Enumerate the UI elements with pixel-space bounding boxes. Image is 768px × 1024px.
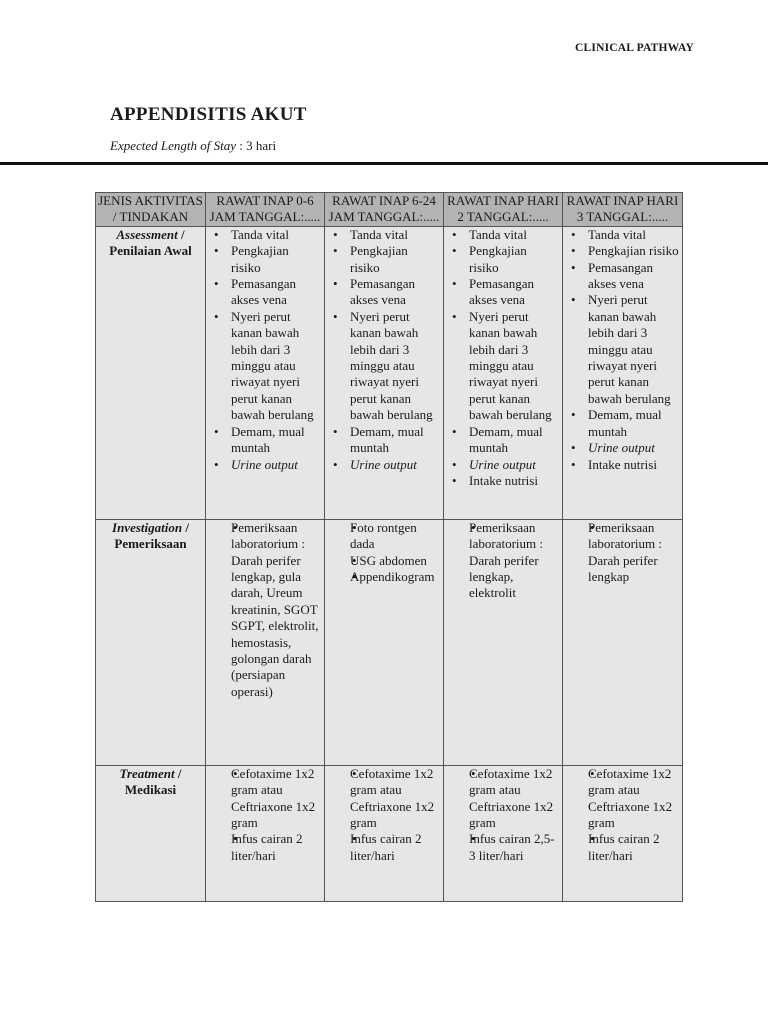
list-item bbox=[209, 227, 321, 243]
list-item bbox=[328, 569, 440, 585]
row-header-italic: Treatment bbox=[119, 765, 175, 781]
table-header-row bbox=[96, 193, 683, 227]
los-value: 3 hari bbox=[246, 138, 277, 153]
list-item bbox=[447, 831, 559, 864]
row-header-separator: / bbox=[177, 226, 185, 242]
table-cell bbox=[325, 519, 444, 765]
list-item bbox=[447, 766, 559, 832]
table-cell bbox=[325, 765, 444, 901]
list-item-text: Urine output bbox=[469, 456, 536, 472]
col-header-hari-3: RAWAT INAP HARI 3 TANGGAL:..... bbox=[563, 193, 683, 227]
list-item-text: Intake nutrisi bbox=[588, 456, 657, 472]
list-item bbox=[566, 457, 679, 473]
table-cell bbox=[444, 765, 563, 901]
list-item-text: Infus cairan 2 liter/hari bbox=[350, 831, 422, 863]
bullet-list bbox=[447, 520, 559, 602]
list-item bbox=[328, 553, 440, 569]
list-item bbox=[566, 440, 679, 456]
list-item-text: Nyeri perut kanan bawah lebih dari 3 minggu atau riwayat nyeri perut kanan bawah berulang bbox=[469, 308, 552, 423]
list-item-text: Demam, mual muntah bbox=[231, 423, 305, 456]
bullet-list bbox=[566, 520, 679, 586]
los-label: Expected Length of Stay bbox=[110, 138, 236, 153]
list-item-text: Urine output bbox=[350, 456, 417, 472]
list-item-text: Urine output bbox=[231, 456, 298, 472]
los-separator: : bbox=[236, 138, 247, 153]
table-cell bbox=[563, 765, 683, 901]
bullet-list bbox=[447, 227, 559, 490]
list-item bbox=[447, 276, 559, 309]
list-item-text: Pengkajian risiko bbox=[469, 243, 527, 275]
bullet-list bbox=[209, 520, 321, 700]
list-item bbox=[328, 457, 440, 473]
length-of-stay bbox=[110, 138, 276, 154]
list-item-text: Infus cairan 2 liter/hari bbox=[231, 831, 303, 863]
list-item-text: Pemasangan akses vena bbox=[231, 276, 296, 308]
list-item-text: Demam, mual muntah bbox=[350, 423, 424, 456]
list-item-text: Tanda vital bbox=[350, 226, 408, 242]
document-header: CLINICAL PATHWAY bbox=[575, 42, 694, 54]
row-header-sub: Pemeriksaan bbox=[114, 536, 187, 552]
list-item-text: Demam, mual muntah bbox=[469, 423, 543, 456]
col-header-activity: JENIS AKTIVITAS / TINDAKAN bbox=[96, 193, 206, 227]
list-item-text: Pengkajian risiko bbox=[231, 243, 289, 275]
list-item-text: Infus cairan 2 liter/hari bbox=[588, 831, 660, 863]
bullet-list bbox=[447, 766, 559, 864]
list-item bbox=[447, 473, 559, 489]
row-header-sub: Penilaian Awal bbox=[109, 243, 192, 259]
row-header-italic: Assessment bbox=[116, 226, 178, 242]
list-item-text: Intake nutrisi bbox=[469, 472, 538, 488]
list-item bbox=[447, 520, 559, 602]
table-cell bbox=[444, 226, 563, 519]
list-item-text: Cefotaxime 1x2 gram atau Ceftriaxone 1x2 gram bbox=[231, 765, 316, 831]
list-item-text: Cefotaxime 1x2 gram atau Ceftriaxone 1x2 gram bbox=[350, 765, 435, 831]
list-item bbox=[447, 309, 559, 424]
list-item bbox=[209, 309, 321, 424]
list-item-text: Nyeri perut kanan bawah lebih dari 3 minggu atau riwayat nyeri perut kanan bawah berulang bbox=[588, 292, 671, 406]
list-item-text: Pemeriksaan laboratorium : Darah perifer lengkap, elektrolit bbox=[469, 519, 544, 601]
page-title: APPENDISITIS AKUT bbox=[110, 104, 307, 125]
list-item bbox=[209, 766, 321, 832]
list-item bbox=[328, 243, 440, 276]
list-item-text: Pemasangan akses vena bbox=[469, 276, 534, 308]
list-item bbox=[209, 520, 321, 700]
list-item bbox=[328, 766, 440, 832]
table-cell bbox=[206, 519, 325, 765]
list-item-text: Nyeri perut kanan bawah lebih dari 3 minggu atau riwayat nyeri perut kanan bawah berulang bbox=[350, 308, 433, 423]
bullet-list bbox=[328, 766, 440, 864]
table-cell bbox=[206, 226, 325, 519]
list-item-text: Urine output bbox=[588, 440, 655, 456]
list-item-text: Tanda vital bbox=[231, 226, 289, 242]
bullet-list bbox=[566, 227, 679, 473]
list-item bbox=[447, 457, 559, 473]
bullet-list bbox=[328, 520, 440, 586]
list-item bbox=[566, 766, 679, 832]
list-item bbox=[209, 243, 321, 276]
table-row bbox=[96, 519, 683, 765]
list-item bbox=[447, 243, 559, 276]
list-item-text: Pengkajian risiko bbox=[588, 243, 679, 259]
list-item-text: Appendikogram bbox=[350, 569, 435, 585]
list-item bbox=[328, 309, 440, 424]
list-item bbox=[566, 520, 679, 586]
list-item bbox=[209, 457, 321, 473]
list-item bbox=[566, 831, 679, 864]
list-item-text: Infus cairan 2,5-3 liter/hari bbox=[469, 831, 555, 863]
list-item bbox=[566, 260, 679, 293]
list-item-text: Pengkajian risiko bbox=[350, 243, 408, 275]
row-header-separator: / bbox=[174, 765, 182, 781]
list-item bbox=[447, 227, 559, 243]
col-header-hari-2: RAWAT INAP HARI 2 TANGGAL:..... bbox=[444, 193, 563, 227]
bullet-list bbox=[209, 227, 321, 473]
list-item bbox=[328, 831, 440, 864]
table-cell bbox=[206, 765, 325, 901]
list-item-text: Tanda vital bbox=[588, 226, 646, 242]
list-item-text: Cefotaxime 1x2 gram atau Ceftriaxone 1x2 gram bbox=[588, 765, 673, 831]
row-header-separator: / bbox=[182, 519, 189, 535]
table-row bbox=[96, 765, 683, 901]
table-row bbox=[96, 226, 683, 519]
list-item-text: Pemeriksaan laboratorium : Darah perifer lengkap, gula darah, Ureum kreatinin, SGOT SGPT, elektrolit, hemostasis, golongan darah (persiapan operasi) bbox=[231, 519, 319, 699]
list-item-text: Pemasangan akses vena bbox=[350, 276, 415, 308]
list-item bbox=[566, 407, 679, 440]
list-item bbox=[328, 276, 440, 309]
list-item-text: Nyeri perut kanan bawah lebih dari 3 minggu atau riwayat nyeri perut kanan bawah berulang bbox=[231, 308, 314, 423]
divider bbox=[0, 162, 768, 165]
bullet-list bbox=[328, 227, 440, 473]
col-header-6-24-jam: RAWAT INAP 6-24 JAM TANGGAL:..... bbox=[325, 193, 444, 227]
list-item bbox=[209, 276, 321, 309]
list-item bbox=[447, 424, 559, 457]
list-item-text: Cefotaxime 1x2 gram atau Ceftriaxone 1x2 gram bbox=[469, 765, 554, 831]
row-header-italic: Investigation bbox=[112, 519, 183, 535]
list-item bbox=[566, 243, 679, 259]
row-header bbox=[96, 226, 206, 519]
list-item bbox=[209, 424, 321, 457]
list-item-text: Tanda vital bbox=[469, 226, 527, 242]
list-item-text: USG abdomen bbox=[350, 552, 427, 568]
bullet-list bbox=[209, 766, 321, 864]
table-cell bbox=[325, 226, 444, 519]
list-item-text: Foto rontgen dada bbox=[350, 519, 417, 552]
list-item bbox=[328, 520, 440, 553]
bullet-list bbox=[566, 766, 679, 864]
list-item bbox=[328, 424, 440, 457]
list-item bbox=[209, 831, 321, 864]
table-cell bbox=[444, 519, 563, 765]
list-item bbox=[328, 227, 440, 243]
clinical-pathway-table bbox=[95, 192, 683, 902]
list-item-text: Pemasangan akses vena bbox=[588, 259, 653, 292]
list-item bbox=[566, 292, 679, 407]
list-item-text: Pemeriksaan laboratorium : Darah perifer lengkap bbox=[588, 519, 663, 585]
row-header bbox=[96, 765, 206, 901]
row-header-sub: Medikasi bbox=[124, 782, 177, 798]
row-header bbox=[96, 519, 206, 765]
list-item bbox=[566, 227, 679, 243]
table-cell bbox=[563, 226, 683, 519]
list-item-text: Demam, mual muntah bbox=[588, 407, 662, 439]
table-cell bbox=[563, 519, 683, 765]
col-header-0-6-jam: RAWAT INAP 0-6 JAM TANGGAL:..... bbox=[206, 193, 325, 227]
